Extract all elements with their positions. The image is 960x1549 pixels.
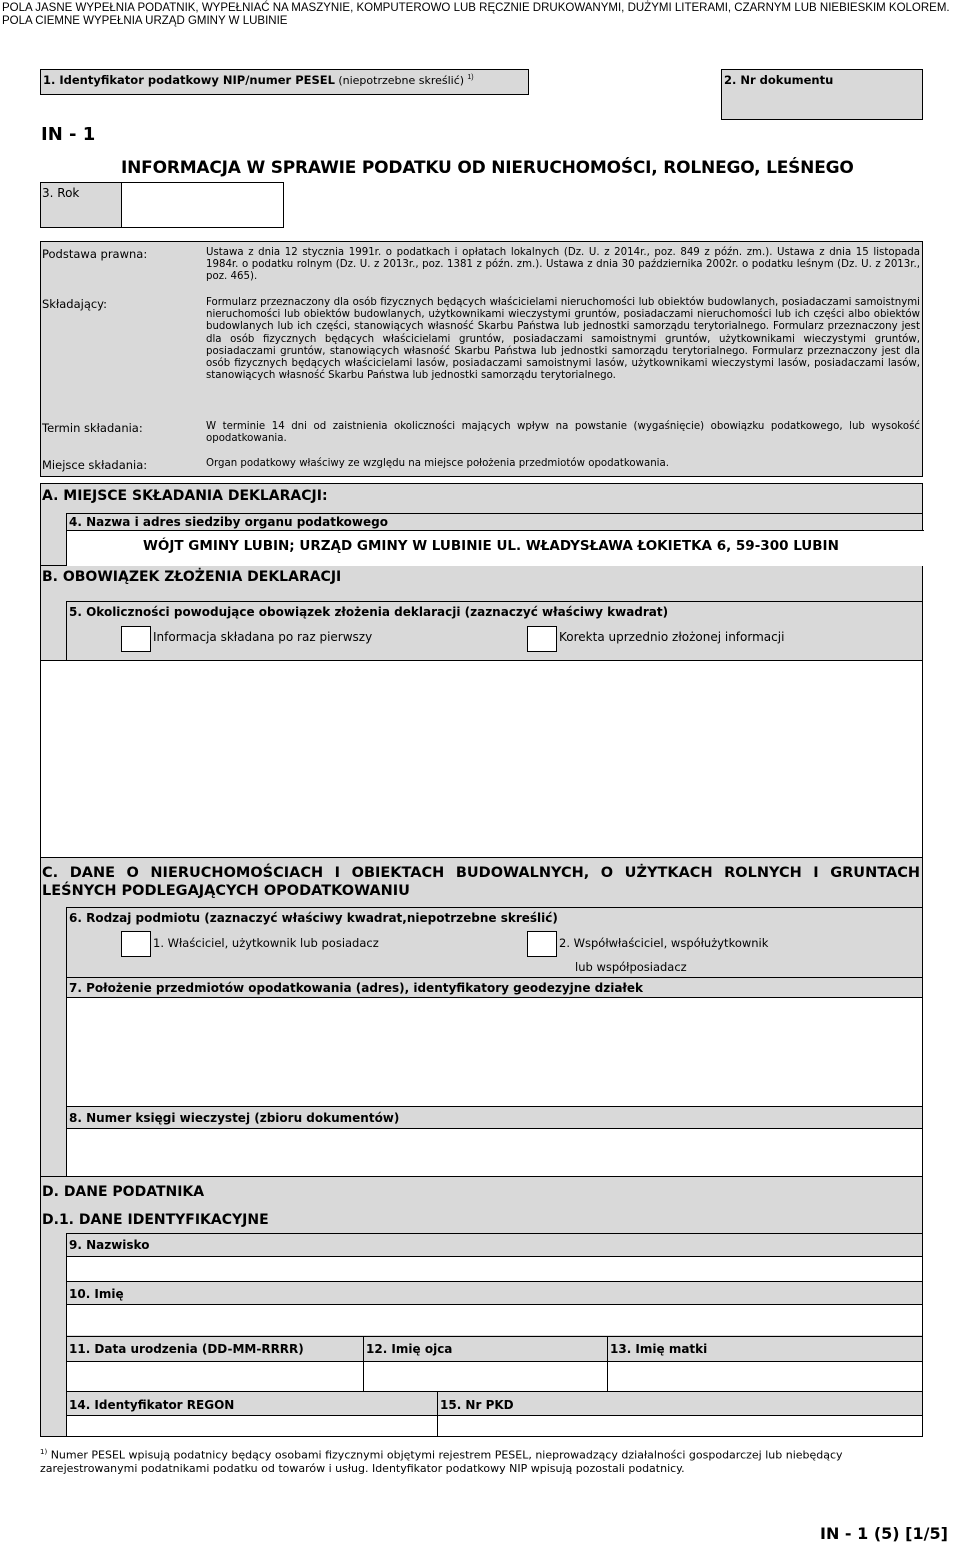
deadline-label: Termin składania: xyxy=(42,421,143,435)
surname-label: 9. Nazwisko xyxy=(69,1238,150,1252)
birth-date-label: 11. Data urodzenia (DD-MM-RRRR) xyxy=(69,1342,304,1356)
blank-area xyxy=(40,661,923,857)
tax-office-field xyxy=(66,513,923,566)
filer-text: Formularz przeznaczony dla osób fizycznych będących właścicielami nieruchomości lub obiektów budowlanych, posiadaczami samoistnymi nieruchomości lub obiektów budowlanych, użytkownikami wieczystymi gruntów, posiadaczami nieruchomości lub ich części albo obiektów budowlanych lub ich części, stanowiących własność Skarbu Państwa lub jednostki samorządu terytorialnego. Formularz przeznaczony jest dla osób fizycznych będących właścicielami gruntów, posiadaczami samoistnymi gruntów, użytkownikami wieczystymi gruntów, posiadaczami gruntów, stanowiących własność Skarbu Państwa lub jednostki samorządu terytorialnego. Formularz przeznaczony jest dla osób fizycznych będących właścicielami lasów, posiadaczami samoistnymi lasów, użytkownikami wieczystymi lasów, posiadaczami lasów, stanowiących własność Skarbu Państwa lub jednostki samorządu terytorialnego. xyxy=(206,297,920,382)
mother-name-label: 13. Imię matki xyxy=(610,1342,708,1356)
co-owner-label-cont: lub współposiadacz xyxy=(575,960,687,974)
section-a-title: A. MIEJSCE SKŁADANIA DEKLARACJI: xyxy=(42,488,328,504)
land-register-label: 8. Numer księgi wieczystej (zbioru dokumentów) xyxy=(69,1111,400,1125)
tax-office-value: WÓJT GMINY LUBIN; URZĄD GMINY W LUBINIE UL. WŁADYSŁAWA ŁOKIETKA 6, 59-300 LUBIN xyxy=(143,538,839,554)
location-label: 7. Położenie przedmiotów opodatkowania (adres), identyfikatory geodezyjne działek xyxy=(69,981,644,995)
year-label: 3. Rok xyxy=(42,186,80,200)
surname-input[interactable] xyxy=(67,1256,922,1281)
mother-name-input[interactable] xyxy=(608,1361,922,1391)
fill-instruction: POLA JASNE WYPEŁNIA PODATNIK, WYPEŁNIAĆ NA MASZYNIE, KOMPUTEROWO LUB RĘCZNIE DRUKOWANYMI, DUŻYMI LITERAMI, CZARNYM LUB NIEBIESKIM KOLOREM. POLA CIEMNE WYPEŁNIA URZĄD GMINY W LUBINIE xyxy=(2,2,950,27)
circumstances-label: 5. Okoliczności powodujące obowiązek złożenia deklaracji (zaznaczyć właściwy kwadrat) xyxy=(69,605,669,619)
correction-label: Korekta uprzednio złożonej informacji xyxy=(559,630,785,644)
location-input[interactable] xyxy=(67,997,922,1106)
document-number-label: 2. Nr dokumentu xyxy=(724,73,834,87)
document-number-field[interactable] xyxy=(721,69,923,120)
deadline-text: W terminie 14 dni od zaistnienia okoliczności mających wpływ na powstanie (wygaśnięcie) obowiązku podatkowego, lub wysokość opodatkowania. xyxy=(206,421,920,445)
first-filing-label: Informacja składana po raz pierwszy xyxy=(153,630,373,644)
first-name-label: 10. Imię xyxy=(69,1287,124,1301)
legal-basis-label: Podstawa prawna: xyxy=(42,247,148,261)
nip-pesel-block xyxy=(40,69,529,119)
co-owner-label: 2. Współwłaściciel, współużytkownik xyxy=(559,936,769,950)
year-label-cell xyxy=(40,182,122,228)
first-filing-checkbox[interactable] xyxy=(121,626,151,652)
section-d-title: D. DANE PODATNIKA xyxy=(42,1184,205,1200)
tax-office-label: 4. Nazwa i adres siedziby organu podatkowego xyxy=(69,515,388,529)
year-input[interactable] xyxy=(121,182,284,228)
first-name-input[interactable] xyxy=(67,1304,922,1335)
filer-label: Składający: xyxy=(42,297,108,311)
page-mark: IN - 1 (5) [1/5] xyxy=(820,1524,948,1543)
footnote-marker: 1) xyxy=(40,1448,48,1456)
birth-date-input[interactable] xyxy=(67,1361,363,1391)
section-b-title: B. OBOWIĄZEK ZŁOŻENIA DEKLARACJI xyxy=(42,569,342,585)
owner-label: 1. Właściciel, użytkownik lub posiadacz xyxy=(153,936,379,950)
father-name-input[interactable] xyxy=(364,1361,607,1391)
nip-pesel-input[interactable] xyxy=(40,94,529,119)
form-code: IN - 1 xyxy=(41,124,96,145)
regon-input[interactable] xyxy=(67,1415,437,1436)
correction-checkbox[interactable] xyxy=(527,626,557,652)
co-owner-checkbox[interactable] xyxy=(527,931,557,957)
place-label: Miejsce składania: xyxy=(42,458,148,472)
pkd-input[interactable] xyxy=(438,1415,922,1436)
section-c-title: C. DANE O NIERUCHOMOŚCIACH I OBIEKTACH BUDOWALNYCH, O UŻYTKACH ROLNYCH I GRUNTACH LEŚNYCH PODLEGAJĄCYCH OPODATKOWANIU xyxy=(42,865,920,899)
place-text: Organ podatkowy właściwy ze względu na miejsce położenia przedmiotów opodatkowania. xyxy=(206,458,669,469)
nip-pesel-label: 1. Identyfikator podatkowy NIP/numer PESEL (niepotrzebne skreślić) $^{1)}$ xyxy=(43,73,474,87)
father-name-label: 12. Imię ojca xyxy=(366,1342,453,1356)
footnote-text: Numer PESEL wpisują podatnicy będący osobami fizycznymi objętymi rejestrem PESEL, nieprowadzący działalności gospodarczej lub niebędący zarejestrowanymi podatnikami podatku od towarów i usług. Identyfikator podatkowy NIP wpisują pozostali podatnicy. xyxy=(40,1448,843,1475)
footnote-ref: 1) xyxy=(467,74,474,81)
land-register-input[interactable] xyxy=(67,1128,922,1176)
pkd-label: 15. Nr PKD xyxy=(440,1398,514,1412)
footnote xyxy=(40,1446,920,1475)
nip-pesel-note: (niepotrzebne skreślić) xyxy=(338,74,465,87)
entity-type-label: 6. Rodzaj podmiotu (zaznaczyć właściwy kwadrat,niepotrzebne skreślić) xyxy=(69,911,558,925)
legal-basis-text: Ustawa z dnia 12 stycznia 1991r. o podatkach i opłatach lokalnych (Dz. U. z 2014r., poz. 849 z późn. zm.). Ustawa z dnia 15 listopada 1984r. o podatku rolnym (Dz. U. z 2013r., poz. 1381 z późn. zm.). Ustawa z dnia 30 października 2002r. o podatku leśnym (Dz. U. z 2013r., poz. 465). xyxy=(206,247,920,283)
regon-label: 14. Identyfikator REGON xyxy=(69,1398,235,1412)
section-d1-title: D.1. DANE IDENTYFIKACYJNE xyxy=(42,1212,269,1228)
form-title: INFORMACJA W SPRAWIE PODATKU OD NIERUCHOMOŚCI, ROLNEGO, LEŚNEGO xyxy=(121,158,854,178)
owner-checkbox[interactable] xyxy=(121,931,151,957)
